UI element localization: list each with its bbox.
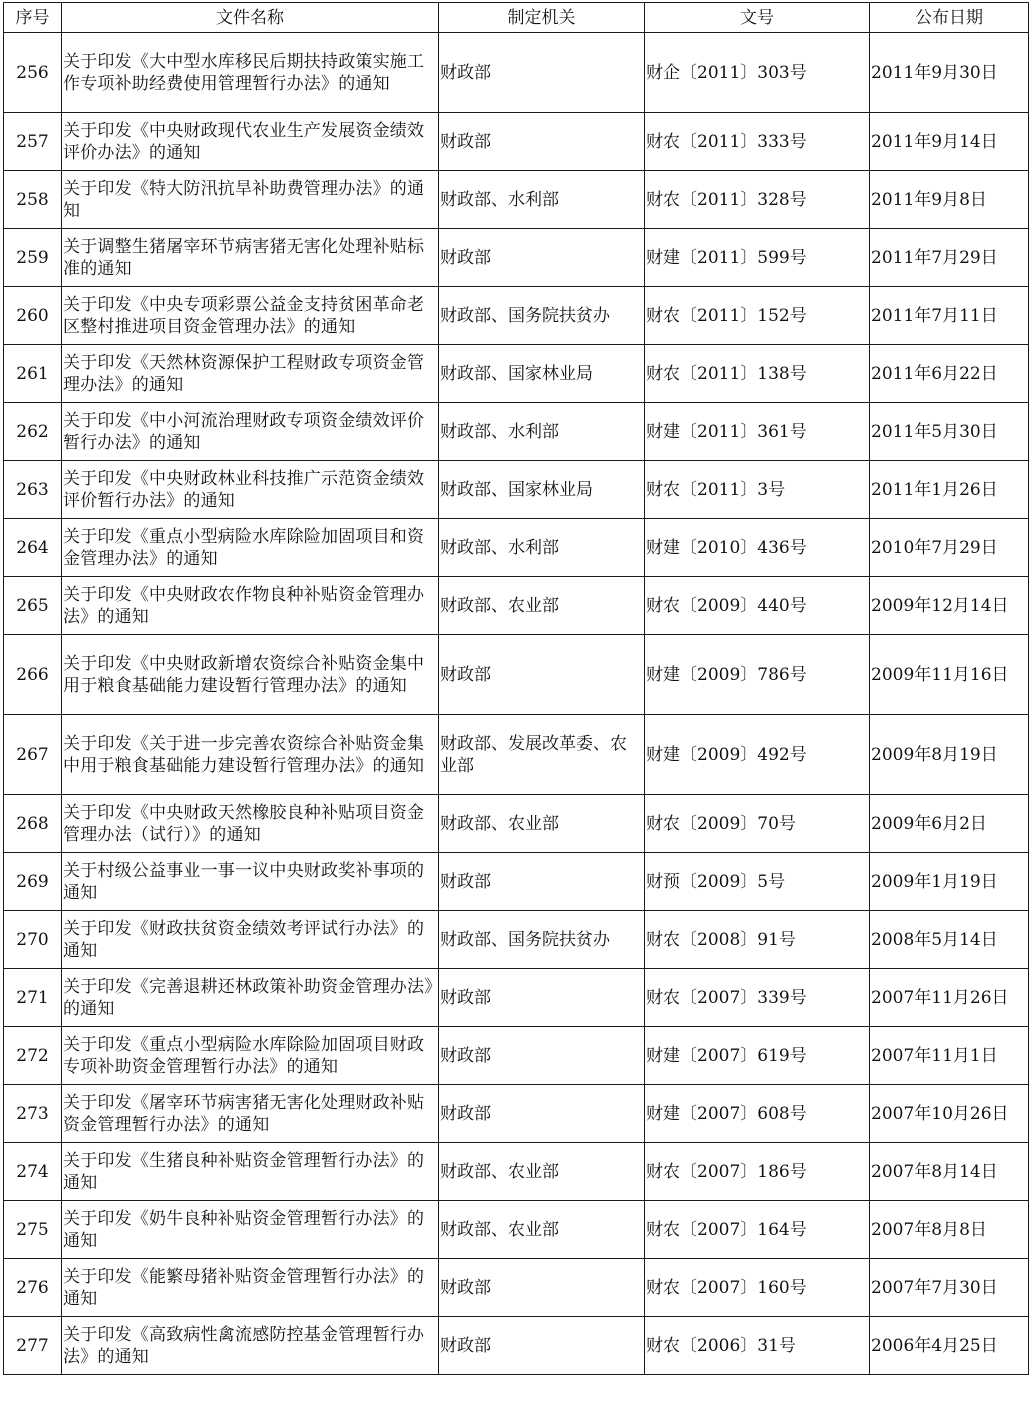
publish-date-cell: 2009年1月19日 — [870, 853, 1029, 911]
issuing-authority-cell: 财政部 — [439, 853, 645, 911]
document-number-cell: 财农〔2011〕3号 — [645, 461, 870, 519]
issuing-authority-cell: 财政部 — [439, 1259, 645, 1317]
document-title-cell: 关于印发《中央专项彩票公益金支持贫困革命老区整村推进项目资金管理办法》的通知 — [62, 287, 439, 345]
document-title-cell: 关于印发《天然林资源保护工程财政专项资金管理办法》的通知 — [62, 345, 439, 403]
issuing-authority-cell: 财政部 — [439, 1027, 645, 1085]
document-number-cell: 财农〔2011〕328号 — [645, 171, 870, 229]
table-row — [4, 287, 1029, 345]
issuing-authority-cell: 财政部、国务院扶贫办 — [439, 287, 645, 345]
table-row — [4, 969, 1029, 1027]
table-row — [4, 171, 1029, 229]
issuing-authority-cell: 财政部 — [439, 635, 645, 715]
table-row — [4, 1085, 1029, 1143]
publish-date-cell: 2009年8月19日 — [870, 715, 1029, 795]
table-row — [4, 113, 1029, 171]
document-number-cell: 财农〔2011〕138号 — [645, 345, 870, 403]
serial-number-cell: 273 — [4, 1085, 62, 1143]
document-number-cell: 财农〔2011〕152号 — [645, 287, 870, 345]
issuing-authority-cell: 财政部 — [439, 969, 645, 1027]
serial-number-cell: 268 — [4, 795, 62, 853]
table-row — [4, 1027, 1029, 1085]
publish-date-cell: 2011年7月29日 — [870, 229, 1029, 287]
document-title-cell: 关于印发《中央财政天然橡胶良种补贴项目资金管理办法（试行）》的通知 — [62, 795, 439, 853]
document-title-cell: 关于印发《中央财政新增农资综合补贴资金集中用于粮食基础能力建设暂行管理办法》的通知 — [62, 635, 439, 715]
serial-number-cell: 259 — [4, 229, 62, 287]
serial-number-cell: 271 — [4, 969, 62, 1027]
publish-date-cell: 2006年4月25日 — [870, 1317, 1029, 1375]
serial-number-cell: 263 — [4, 461, 62, 519]
table-row — [4, 1143, 1029, 1201]
document-number-cell: 财农〔2011〕333号 — [645, 113, 870, 171]
serial-number-cell: 264 — [4, 519, 62, 577]
document-title-cell: 关于印发《关于进一步完善农资综合补贴资金集中用于粮食基础能力建设暂行管理办法》的通知 — [62, 715, 439, 795]
document-title-cell: 关于印发《中央财政林业科技推广示范资金绩效评价暂行办法》的通知 — [62, 461, 439, 519]
table-row — [4, 33, 1029, 113]
table-row — [4, 345, 1029, 403]
issuing-authority-cell: 财政部、农业部 — [439, 795, 645, 853]
publish-date-cell: 2008年5月14日 — [870, 911, 1029, 969]
document-title-cell: 关于印发《能繁母猪补贴资金管理暂行办法》的通知 — [62, 1259, 439, 1317]
serial-number-cell: 262 — [4, 403, 62, 461]
document-title-cell: 关于村级公益事业一事一议中央财政奖补事项的通知 — [62, 853, 439, 911]
document-title-cell: 关于印发《屠宰环节病害猪无害化处理财政补贴资金管理暂行办法》的通知 — [62, 1085, 439, 1143]
issuing-authority-cell: 财政部、发展改革委、农业部 — [439, 715, 645, 795]
document-number-cell: 财企〔2011〕303号 — [645, 33, 870, 113]
document-number-cell: 财建〔2011〕599号 — [645, 229, 870, 287]
document-number-cell: 财农〔2007〕186号 — [645, 1143, 870, 1201]
document-number-cell: 财建〔2011〕361号 — [645, 403, 870, 461]
publish-date-cell: 2009年12月14日 — [870, 577, 1029, 635]
publish-date-cell: 2011年9月8日 — [870, 171, 1029, 229]
document-title-cell: 关于印发《中小河流治理财政专项资金绩效评价暂行办法》的通知 — [62, 403, 439, 461]
issuing-authority-cell: 财政部、水利部 — [439, 171, 645, 229]
publish-date-cell: 2011年1月26日 — [870, 461, 1029, 519]
serial-number-cell: 256 — [4, 33, 62, 113]
issuing-authority-cell: 财政部 — [439, 113, 645, 171]
issuing-authority-cell: 财政部、国家林业局 — [439, 345, 645, 403]
issuing-authority-cell: 财政部、水利部 — [439, 403, 645, 461]
table-row — [4, 853, 1029, 911]
issuing-authority-cell: 财政部 — [439, 229, 645, 287]
table-row — [4, 519, 1029, 577]
table-row — [4, 461, 1029, 519]
header-document-title: 文件名称 — [62, 3, 439, 33]
document-number-cell: 财农〔2007〕160号 — [645, 1259, 870, 1317]
serial-number-cell: 275 — [4, 1201, 62, 1259]
serial-number-cell: 258 — [4, 171, 62, 229]
header-publish-date: 公布日期 — [870, 3, 1029, 33]
document-title-cell: 关于印发《重点小型病险水库除险加固项目和资金管理办法》的通知 — [62, 519, 439, 577]
document-title-cell: 关于印发《中央财政现代农业生产发展资金绩效评价办法》的通知 — [62, 113, 439, 171]
issuing-authority-cell: 财政部、农业部 — [439, 1143, 645, 1201]
document-title-cell: 关于调整生猪屠宰环节病害猪无害化处理补贴标准的通知 — [62, 229, 439, 287]
document-title-cell: 关于印发《完善退耕还林政策补助资金管理办法》的通知 — [62, 969, 439, 1027]
publish-date-cell: 2007年11月1日 — [870, 1027, 1029, 1085]
table-row — [4, 715, 1029, 795]
publish-date-cell: 2011年6月22日 — [870, 345, 1029, 403]
issuing-authority-cell: 财政部 — [439, 1317, 645, 1375]
serial-number-cell: 269 — [4, 853, 62, 911]
header-serial-number: 序号 — [4, 3, 62, 33]
table-row — [4, 911, 1029, 969]
publish-date-cell: 2007年8月8日 — [870, 1201, 1029, 1259]
publish-date-cell: 2011年9月14日 — [870, 113, 1029, 171]
document-number-cell: 财建〔2009〕786号 — [645, 635, 870, 715]
publish-date-cell: 2007年8月14日 — [870, 1143, 1029, 1201]
publish-date-cell: 2007年7月30日 — [870, 1259, 1029, 1317]
table-row — [4, 577, 1029, 635]
publish-date-cell: 2011年5月30日 — [870, 403, 1029, 461]
document-title-cell: 关于印发《重点小型病险水库除险加固项目财政专项补助资金管理暂行办法》的通知 — [62, 1027, 439, 1085]
document-number-cell: 财建〔2007〕619号 — [645, 1027, 870, 1085]
header-issuing-authority: 制定机关 — [439, 3, 645, 33]
table-row — [4, 635, 1029, 715]
serial-number-cell: 270 — [4, 911, 62, 969]
table-row — [4, 1201, 1029, 1259]
table-row — [4, 229, 1029, 287]
table-row — [4, 1259, 1029, 1317]
serial-number-cell: 274 — [4, 1143, 62, 1201]
document-number-cell: 财农〔2006〕31号 — [645, 1317, 870, 1375]
serial-number-cell: 266 — [4, 635, 62, 715]
document-number-cell: 财农〔2009〕440号 — [645, 577, 870, 635]
document-title-cell: 关于印发《特大防汛抗旱补助费管理办法》的通知 — [62, 171, 439, 229]
header-row — [4, 3, 1029, 33]
table-row — [4, 795, 1029, 853]
publish-date-cell: 2007年10月26日 — [870, 1085, 1029, 1143]
serial-number-cell: 260 — [4, 287, 62, 345]
document-number-cell: 财预〔2009〕5号 — [645, 853, 870, 911]
publish-date-cell: 2009年11月16日 — [870, 635, 1029, 715]
publish-date-cell: 2009年6月2日 — [870, 795, 1029, 853]
publish-date-cell: 2011年7月11日 — [870, 287, 1029, 345]
issuing-authority-cell: 财政部、水利部 — [439, 519, 645, 577]
issuing-authority-cell: 财政部、国家林业局 — [439, 461, 645, 519]
issuing-authority-cell: 财政部、农业部 — [439, 577, 645, 635]
document-title-cell: 关于印发《大中型水库移民后期扶持政策实施工作专项补助经费使用管理暂行办法》的通知 — [62, 33, 439, 113]
issuing-authority-cell: 财政部 — [439, 1085, 645, 1143]
publish-date-cell: 2007年11月26日 — [870, 969, 1029, 1027]
serial-number-cell: 272 — [4, 1027, 62, 1085]
document-title-cell: 关于印发《生猪良种补贴资金管理暂行办法》的通知 — [62, 1143, 439, 1201]
document-number-cell: 财农〔2007〕339号 — [645, 969, 870, 1027]
document-number-cell: 财农〔2008〕91号 — [645, 911, 870, 969]
document-title-cell: 关于印发《高致病性禽流感防控基金管理暂行办法》的通知 — [62, 1317, 439, 1375]
serial-number-cell: 277 — [4, 1317, 62, 1375]
header-document-number: 文号 — [645, 3, 870, 33]
issuing-authority-cell: 财政部、国务院扶贫办 — [439, 911, 645, 969]
document-table — [3, 2, 1029, 1375]
document-number-cell: 财建〔2010〕436号 — [645, 519, 870, 577]
document-title-cell: 关于印发《奶牛良种补贴资金管理暂行办法》的通知 — [62, 1201, 439, 1259]
document-title-cell: 关于印发《财政扶贫资金绩效考评试行办法》的通知 — [62, 911, 439, 969]
issuing-authority-cell: 财政部 — [439, 33, 645, 113]
document-number-cell: 财农〔2009〕70号 — [645, 795, 870, 853]
document-number-cell: 财建〔2009〕492号 — [645, 715, 870, 795]
serial-number-cell: 257 — [4, 113, 62, 171]
publish-date-cell: 2011年9月30日 — [870, 33, 1029, 113]
serial-number-cell: 276 — [4, 1259, 62, 1317]
document-number-cell: 财农〔2007〕164号 — [645, 1201, 870, 1259]
serial-number-cell: 265 — [4, 577, 62, 635]
serial-number-cell: 267 — [4, 715, 62, 795]
table-row — [4, 403, 1029, 461]
publish-date-cell: 2010年7月29日 — [870, 519, 1029, 577]
issuing-authority-cell: 财政部、农业部 — [439, 1201, 645, 1259]
table-row — [4, 1317, 1029, 1375]
serial-number-cell: 261 — [4, 345, 62, 403]
document-number-cell: 财建〔2007〕608号 — [645, 1085, 870, 1143]
document-title-cell: 关于印发《中央财政农作物良种补贴资金管理办法》的通知 — [62, 577, 439, 635]
